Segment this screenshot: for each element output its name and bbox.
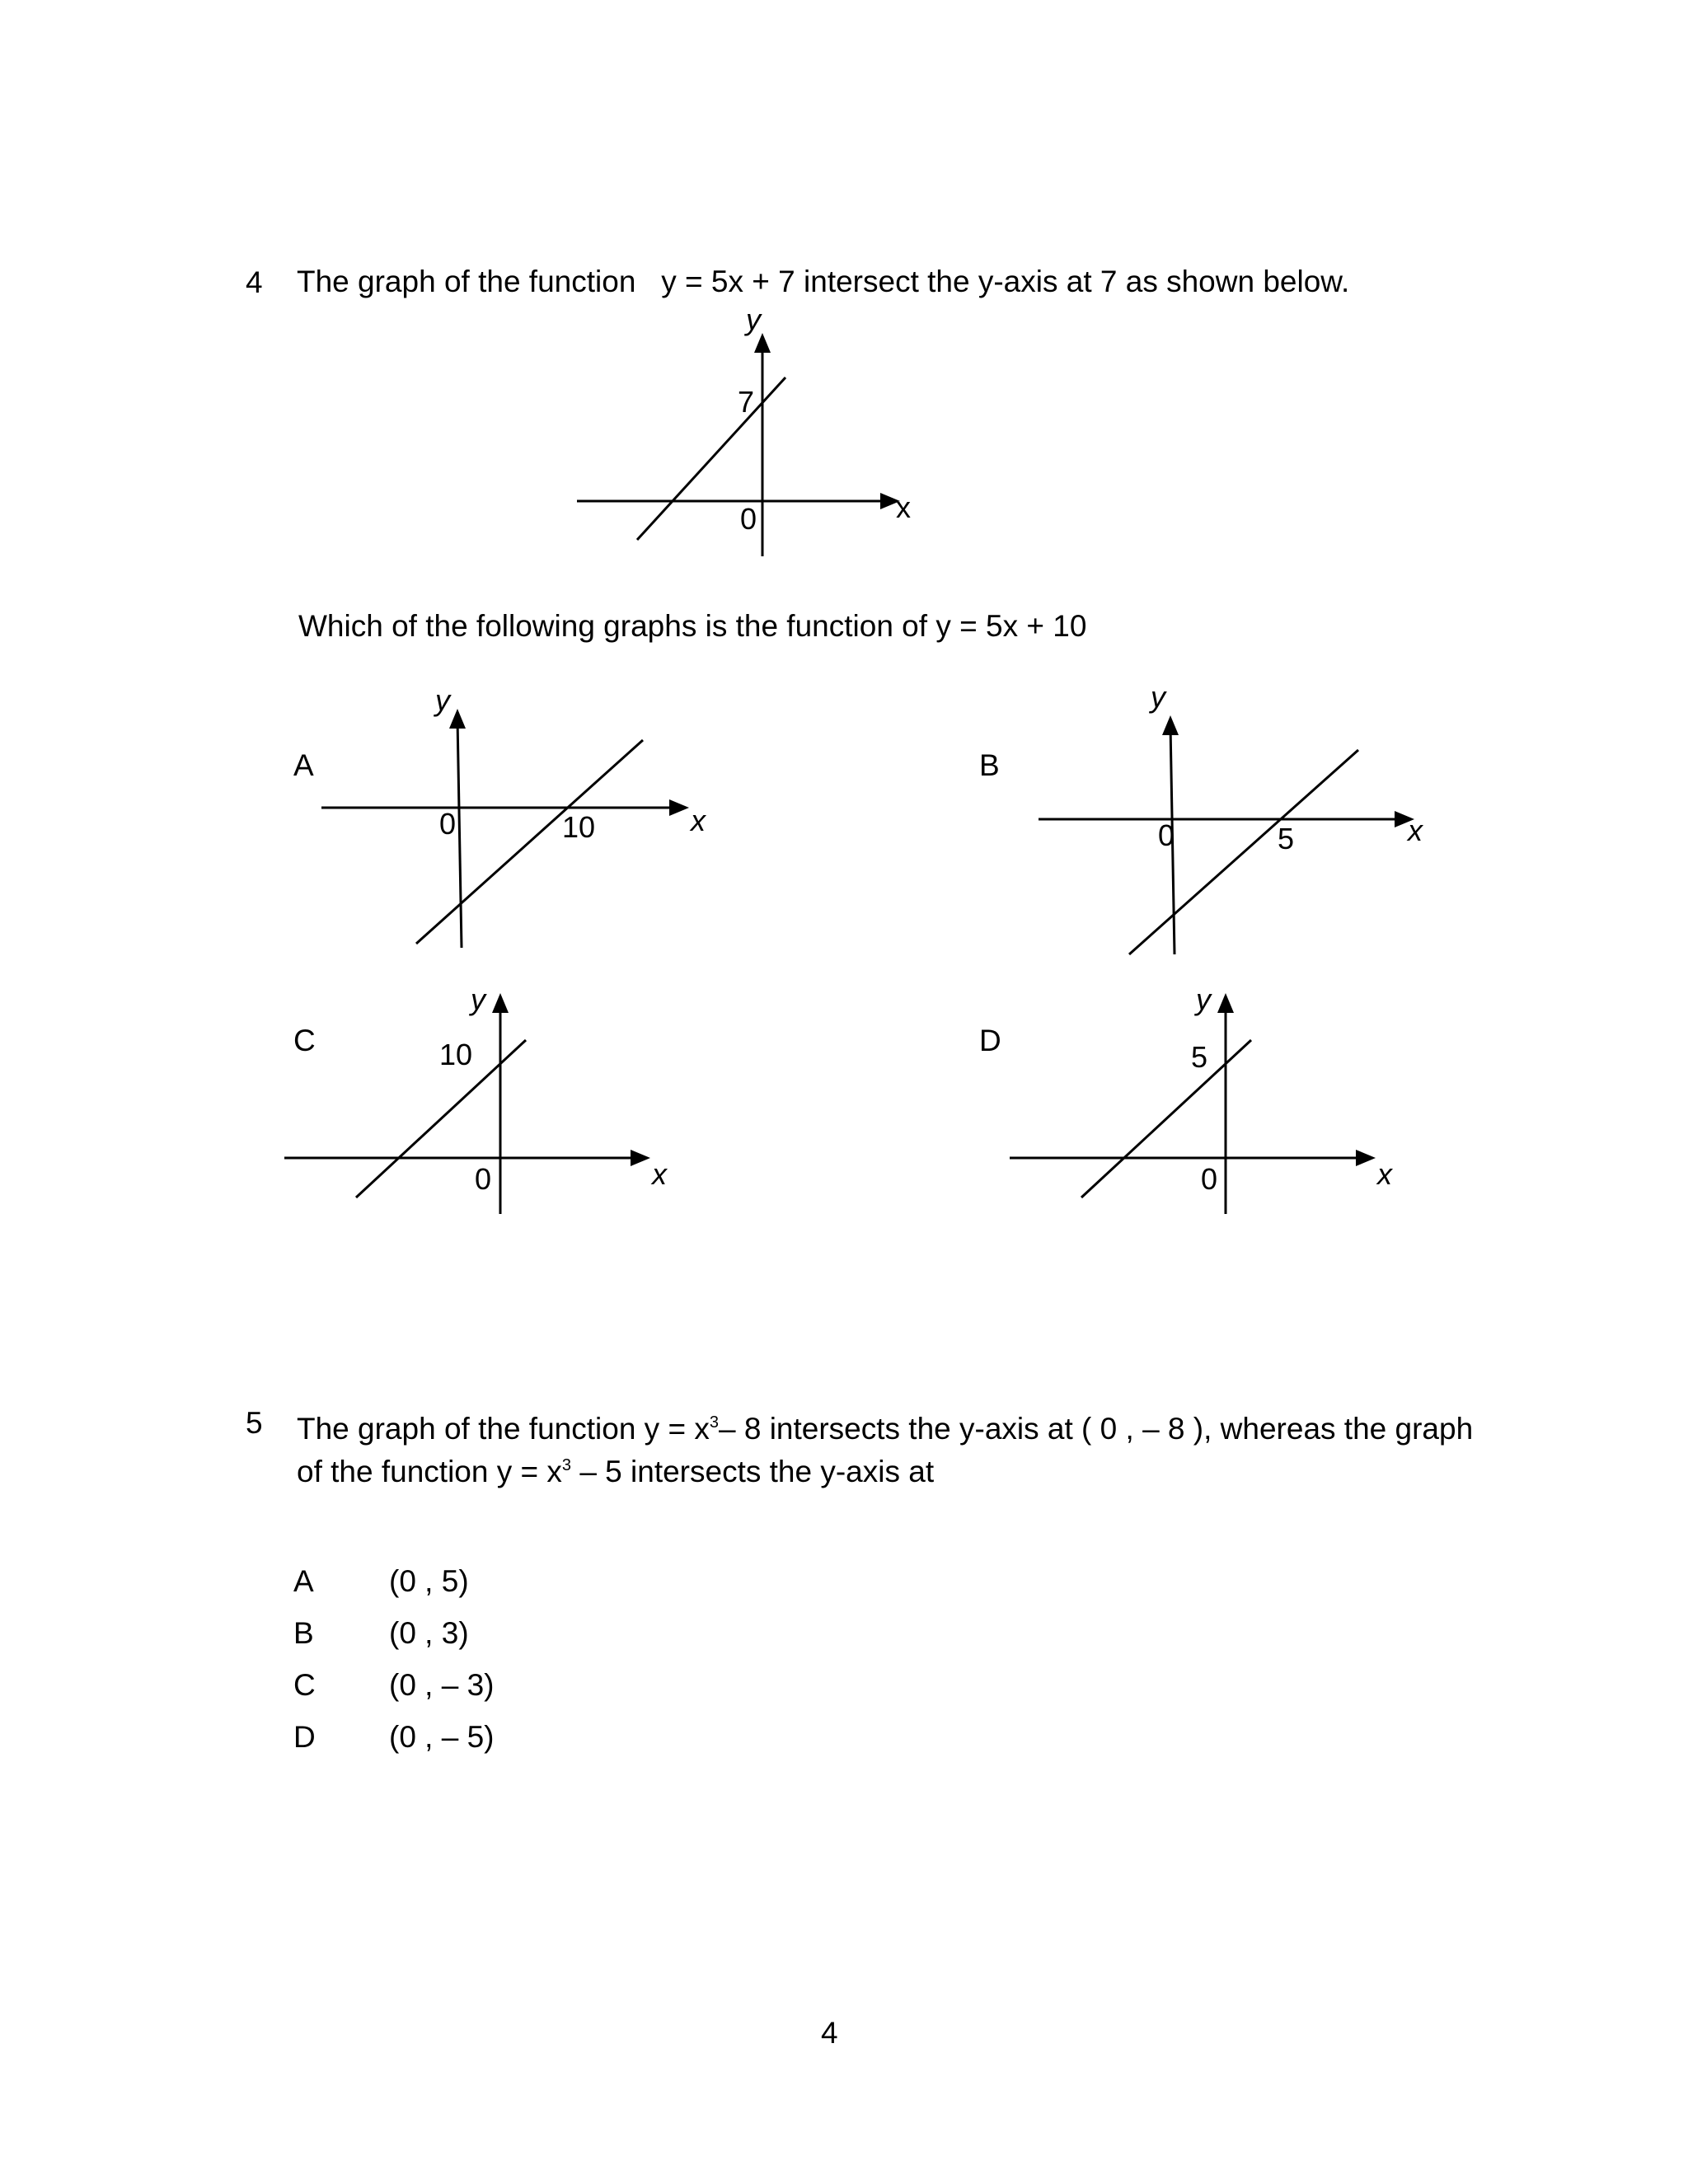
q5-option-d[interactable] xyxy=(293,1720,316,1755)
function-line xyxy=(1129,750,1358,954)
x-axis-label: x xyxy=(1377,1157,1392,1191)
x-axis-arrow xyxy=(1356,1150,1376,1166)
option-c-letter: C xyxy=(293,1024,316,1057)
q5-option-a-value: (0 , 5) xyxy=(389,1564,469,1598)
question-4-prompt xyxy=(298,608,1086,644)
y-axis-arrow xyxy=(1162,715,1179,735)
y-axis-label: y xyxy=(746,302,761,336)
option-c-graph[interactable] xyxy=(284,977,696,1224)
function-line xyxy=(416,740,643,944)
question-4-stem-text-2: intersect the y-axis at 7 as shown below. xyxy=(804,265,1350,298)
option-d-graph[interactable] xyxy=(1010,977,1422,1224)
x-axis-label: x xyxy=(896,490,911,524)
origin-label: 0 xyxy=(1201,1162,1218,1196)
x-intercept-label: 10 xyxy=(562,810,596,844)
question-4-prompt-equation: y = 5x + 10 xyxy=(935,609,1087,643)
question-5-text-4: intersects the y-axis at xyxy=(631,1455,935,1488)
page-number: 4 xyxy=(821,2016,838,2050)
question-4-example-graph xyxy=(569,302,931,569)
y-axis-label: y xyxy=(435,683,450,717)
question-4-number: 4 xyxy=(246,265,263,299)
x-intercept-label: 5 xyxy=(1278,822,1295,855)
question-4-stem xyxy=(297,264,1349,300)
x-axis-label: x xyxy=(691,804,706,837)
question-4-prompt-text: Which of the following graphs is the function of xyxy=(298,609,928,643)
origin-label: 0 xyxy=(740,502,757,536)
option-letter: C xyxy=(293,1668,316,1702)
origin-label: 0 xyxy=(1158,818,1175,852)
y-intercept-label: 5 xyxy=(1191,1040,1208,1074)
option-b-letter: B xyxy=(979,748,1000,782)
option-letter: B xyxy=(293,1616,314,1650)
option-b-graph[interactable] xyxy=(1039,680,1451,964)
x-axis-label: x xyxy=(652,1157,667,1191)
x-axis-arrow xyxy=(669,799,689,816)
x-axis-arrow xyxy=(631,1150,650,1166)
question-5-number: 5 xyxy=(246,1406,263,1440)
intercept-label: 7 xyxy=(738,385,755,419)
exponent: 3 xyxy=(561,1456,572,1474)
y-axis xyxy=(457,719,462,948)
question-5-text-2: intersects the y-axis at ( 0 , – 8 ), whereas the graph xyxy=(769,1412,1474,1446)
x-axis-label: x xyxy=(1408,813,1423,847)
y-intercept-label: 10 xyxy=(439,1038,473,1071)
y-axis-arrow xyxy=(1217,993,1234,1013)
question-5-equation-2: $y = x^3 - 5$ xyxy=(496,1455,622,1488)
q5-option-b-value: (0 , 3) xyxy=(389,1616,469,1650)
option-letter: D xyxy=(293,1720,316,1754)
y-axis-arrow xyxy=(449,709,466,729)
question-4-equation: y = 5x + 7 xyxy=(661,265,795,298)
question-4-stem-text: The graph of the function xyxy=(297,265,636,298)
q5-option-a[interactable] xyxy=(293,1564,314,1599)
exponent: 3 xyxy=(709,1413,719,1432)
y-axis-label: y xyxy=(1196,982,1211,1016)
y-axis-arrow xyxy=(492,993,509,1013)
option-d-letter: D xyxy=(979,1024,1001,1057)
origin-label: 0 xyxy=(439,807,457,841)
question-5-equation-1: $y = x^3-$ 8 xyxy=(644,1412,762,1446)
q5-option-c-value: (0 , – 3) xyxy=(389,1668,495,1702)
y-axis-label: y xyxy=(471,982,485,1016)
y-axis-label: y xyxy=(1151,680,1165,714)
option-letter: A xyxy=(293,1564,314,1598)
option-a-graph[interactable] xyxy=(321,676,734,956)
question-5-text: The graph of the function xyxy=(297,1412,636,1446)
question-5-line-2 xyxy=(297,1447,934,1490)
q5-option-c[interactable] xyxy=(293,1668,316,1703)
option-a-letter: A xyxy=(293,748,314,782)
q5-option-b[interactable] xyxy=(293,1616,314,1651)
origin-label: 0 xyxy=(475,1162,492,1196)
q5-option-d-value: (0 , – 5) xyxy=(389,1720,495,1754)
question-5-line-1 xyxy=(297,1404,1473,1447)
question-5-text-3: of the function xyxy=(297,1455,489,1488)
